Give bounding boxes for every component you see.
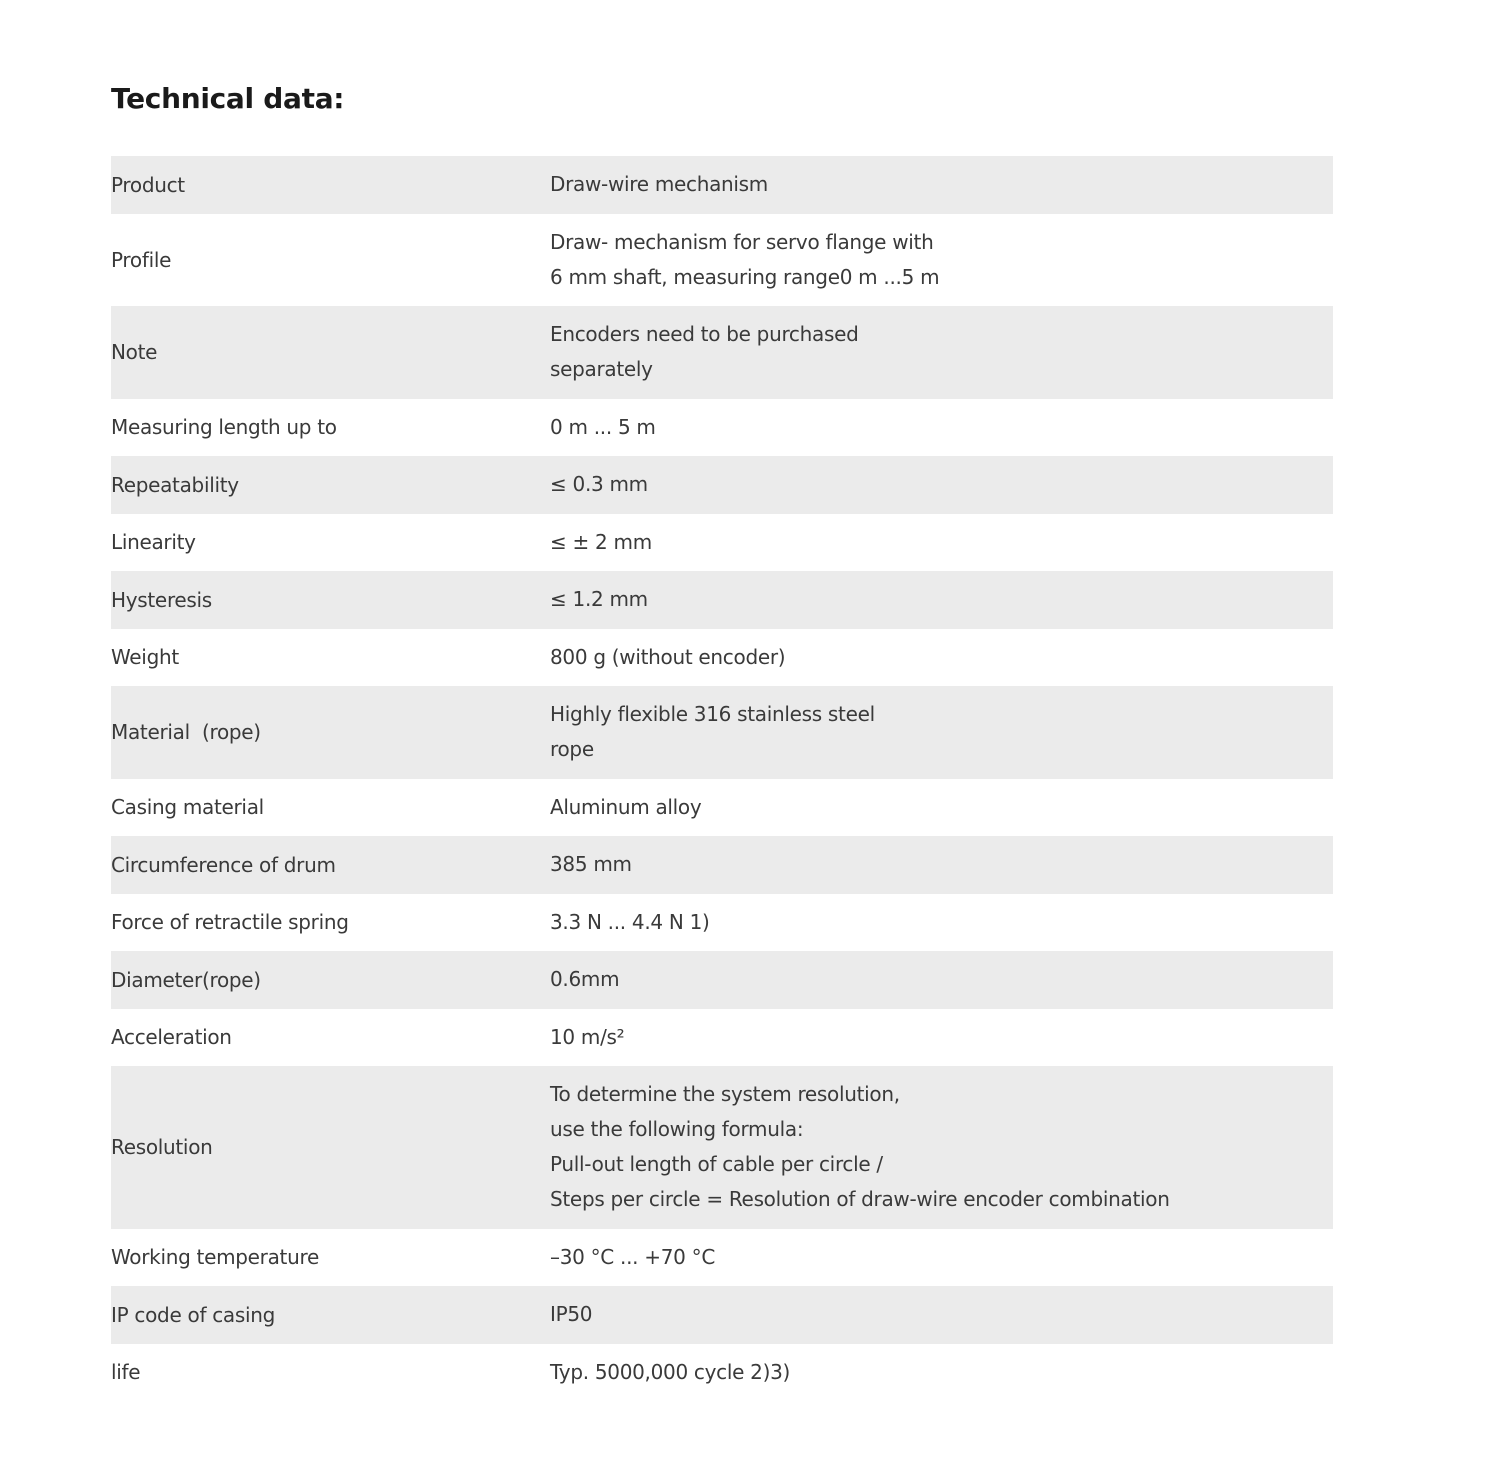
spec-value-line: ≤ 0.3 mm — [550, 472, 648, 497]
spec-label: Hysteresis — [111, 587, 212, 612]
spec-row-ip-code — [111, 1286, 1333, 1344]
spec-value-line: use the following formula: — [550, 1117, 804, 1142]
spec-value-line: 3.3 N ... 4.4 N 1) — [550, 909, 710, 934]
spec-value — [550, 1240, 1333, 1275]
spec-value-line: 800 g (without encoder) — [550, 644, 786, 669]
spec-value-line: To determine the system resolution, — [550, 1082, 900, 1107]
spec-row-life — [111, 1344, 1333, 1402]
spec-label: Casing material — [111, 795, 264, 820]
spec-value-line: Encoders need to be purchased — [550, 322, 859, 347]
page-title: Technical data: — [111, 82, 345, 115]
spec-value-line: ≤ ± 2 mm — [550, 529, 652, 554]
spec-label: Resolution — [111, 1135, 213, 1160]
spec-value-line: 6 mm shaft, measuring range0 m ...5 m — [550, 264, 940, 289]
spec-value-line: 0 m ... 5 m — [550, 414, 656, 439]
spec-label: Profile — [111, 247, 172, 272]
spec-row-material-rope — [111, 686, 1333, 779]
spec-value — [550, 1297, 1333, 1332]
spec-label: life — [111, 1360, 141, 1385]
spec-table — [111, 156, 1333, 1401]
spec-row-linearity — [111, 514, 1333, 572]
spec-value-line: 0.6mm — [550, 967, 620, 992]
spec-value — [550, 410, 1333, 445]
spec-label: Product — [111, 172, 185, 197]
spec-value — [550, 905, 1333, 940]
spec-value-line: IP50 — [550, 1302, 593, 1327]
spec-row-hysteresis — [111, 571, 1333, 629]
spec-value-line: Aluminum alloy — [550, 794, 702, 819]
spec-value — [550, 317, 1333, 387]
spec-row-casing-material — [111, 779, 1333, 837]
spec-row-working-temperature — [111, 1229, 1333, 1287]
spec-label: Repeatability — [111, 472, 239, 497]
spec-value — [550, 525, 1333, 560]
spec-row-spring-force — [111, 894, 1333, 952]
spec-row-acceleration — [111, 1009, 1333, 1067]
spec-label: Material (rope) — [111, 720, 261, 745]
spec-value — [550, 697, 1333, 767]
spec-label: Circumference of drum — [111, 852, 336, 877]
spec-label: Linearity — [111, 530, 196, 555]
spec-label: Diameter(rope) — [111, 967, 261, 992]
spec-row-product — [111, 156, 1333, 214]
spec-value-line: Pull-out length of cable per circle / — [550, 1152, 883, 1177]
spec-value-line: rope — [550, 737, 594, 762]
spec-value-line: Steps per circle = Resolution of draw-wire encoder combination — [550, 1187, 1170, 1212]
spec-row-resolution — [111, 1066, 1333, 1229]
spec-value-line: Draw- mechanism for servo flange with — [550, 229, 934, 254]
spec-value-line: –30 °C ... +70 °C — [550, 1244, 715, 1269]
spec-value-line: Highly flexible 316 stainless steel — [550, 702, 875, 727]
spec-label: Weight — [111, 645, 179, 670]
spec-value-line: separately — [550, 357, 653, 382]
spec-label: Working temperature — [111, 1245, 319, 1270]
spec-value — [550, 790, 1333, 825]
spec-label: Acceleration — [111, 1025, 232, 1050]
spec-value-line: ≤ 1.2 mm — [550, 587, 648, 612]
spec-value — [550, 1355, 1333, 1390]
spec-value-line: Draw-wire mechanism — [550, 172, 768, 197]
spec-value — [550, 1020, 1333, 1055]
spec-row-repeatability — [111, 456, 1333, 514]
spec-label: Measuring length up to — [111, 415, 337, 440]
spec-row-circumference — [111, 836, 1333, 894]
spec-label: IP code of casing — [111, 1302, 276, 1327]
spec-row-diameter — [111, 951, 1333, 1009]
spec-value-line: 385 mm — [550, 852, 632, 877]
spec-row-measuring-length — [111, 399, 1333, 457]
spec-row-profile — [111, 214, 1333, 307]
spec-label: Force of retractile spring — [111, 910, 349, 935]
spec-row-note — [111, 306, 1333, 399]
spec-value — [550, 225, 1333, 295]
spec-row-weight — [111, 629, 1333, 687]
spec-value — [550, 1077, 1333, 1217]
spec-value — [550, 167, 1333, 202]
spec-value — [550, 640, 1333, 675]
spec-value — [550, 962, 1333, 997]
spec-label: Note — [111, 340, 158, 365]
spec-value-line: Typ. 5000,000 cycle 2)3) — [550, 1359, 791, 1384]
spec-value-line: 10 m/s² — [550, 1024, 625, 1049]
spec-value — [550, 467, 1333, 502]
spec-value — [550, 582, 1333, 617]
spec-value — [550, 847, 1333, 882]
